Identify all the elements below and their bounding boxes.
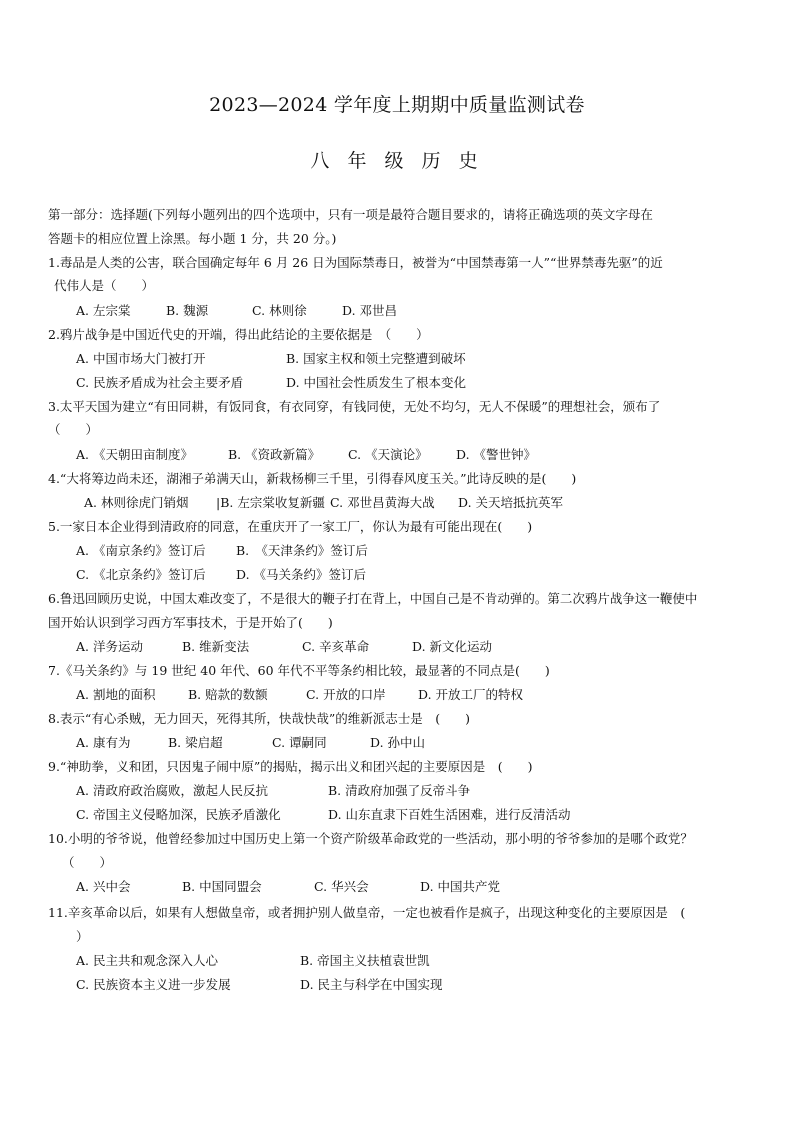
section-instructions-line-1: 第一部分：选择题(下列每小题列出的四个选项中，只有一项是最符合题目要求的，请将正确选项的英文字母在 [48, 207, 653, 222]
question-6-option-c: C. 辛亥革命 [302, 639, 370, 654]
question-3-option-d: D. 《警世钟》 [456, 447, 537, 462]
question-7-option-a: A. 割地的面积 [76, 687, 156, 702]
question-5-option-c: C. 《北京条约》签订后 [76, 567, 206, 582]
question-6-option-a: A. 洋务运动 [76, 639, 143, 654]
question-1-option-d: D. 邓世昌 [342, 303, 398, 318]
question-2-option-c: C. 民族矛盾成为社会主要矛盾 [76, 375, 244, 390]
question-9-option-b: B. 清政府加强了反帝斗争 [328, 783, 471, 798]
question-11-option-d: D. 民主与科学在中国实现 [300, 977, 443, 992]
question-5-option-a: A. 《南京条约》签订后 [76, 543, 206, 558]
question-4-option-a: A. 林则徐虎门销烟 [84, 495, 189, 510]
question-8-stem: 8.表示“有心杀贼，无力回天，死得其所，快哉快哉”的维新派志士是 ( ) [48, 711, 470, 726]
question-10-option-c: C. 华兴会 [314, 879, 369, 894]
question-10-stem-line-1: 10.小明的爷爷说，他曾经参加过中国历史上第一个资产阶级革命政党的一些活动，那小明的爷爷参加的是哪个政党？ [48, 831, 693, 846]
question-10-stem-line-2: （ ） [62, 855, 113, 870]
question-1-stem-line-2: 代伟人是（ ） [54, 278, 155, 293]
question-2-option-d: D. 中国社会性质发生了根本变化 [286, 375, 467, 390]
question-1-option-b: B. 魏源 [166, 303, 209, 318]
question-9-option-a: A. 清政府政治腐败，激起人民反抗 [76, 783, 268, 798]
question-8-option-b: B. 梁启超 [168, 735, 223, 750]
question-10-option-a: A. 兴中会 [76, 879, 131, 894]
question-8-option-c: C. 谭嗣同 [272, 735, 327, 750]
question-3-stem-line-2: （ ） [48, 422, 99, 437]
question-11-stem-line-2: ） [76, 929, 89, 944]
question-11-option-b: B. 帝国主义扶植袁世凯 [300, 953, 430, 968]
question-4-stem: 4.“大将筹边尚未还，湖湘子弟满天山，新栽杨柳三千里，引得春风度玉关。”此诗反映的是( ) [48, 471, 577, 486]
question-4-option-d: D. 关天培抵抗英军 [458, 495, 564, 510]
exam-title: 2023—2024 学年度上期期中质量监测试卷 [209, 94, 585, 116]
question-1-option-c: C. 林则徐 [252, 303, 307, 318]
question-6-stem-line-1: 6.鲁迅回顾历史说，中国太难改变了，不是很大的鞭子打在背上，中国自己是不肯动弹的。第二次鸦片战争这一鞭使中 [48, 591, 698, 606]
exam-subject: 八 年 级 历 史 [310, 150, 484, 172]
question-2-option-a: A. 中国市场大门被打开 [76, 351, 206, 366]
question-3-option-b: B. 《资政新篇》 [228, 447, 321, 462]
question-7-option-b: B. 赔款的数额 [188, 687, 268, 702]
question-3-stem-line-1: 3.太平天国为建立“有田同耕，有饭同食，有衣同穿，有钱同使，无处不均匀，无人不保暖”的理想社会，颁布了 [48, 399, 661, 414]
question-2-stem: 2.鸦片战争是中国近代史的开端，得出此结论的主要依据是 （ ） [48, 327, 429, 342]
question-9-option-c: C. 帝国主义侵略加深，民族矛盾激化 [76, 807, 281, 822]
question-6-option-d: D. 新文化运动 [412, 639, 493, 654]
question-8-option-a: A. 康有为 [76, 735, 131, 750]
question-7-option-c: C. 开放的口岸 [306, 687, 386, 702]
question-1-stem-line-1: 1.毒品是人类的公害，联合国确定每年 6 月 26 日为国际禁毒日，被誉为“中国禁毒第一人”“世界禁毒先驱”的近 [48, 255, 663, 270]
question-4-option-c: C. 邓世昌黄海大战 [330, 495, 435, 510]
question-5-option-b: B. 《天津条约》签订后 [236, 543, 368, 558]
question-10-option-d: D. 中国共产党 [420, 879, 501, 894]
question-9-option-d: D. 山东直隶下百姓生活困难，进行反清活动 [328, 807, 571, 822]
question-9-stem: 9.“神助拳，义和团，只因鬼子闹中原”的揭贴，揭示出义和团兴起的主要原因是 ( ) [48, 759, 533, 774]
question-11-stem-line-1: 11.辛亥革命以后，如果有人想做皇帝，或者拥护别人做皇帝，一定也被看作是疯子，出现这种变化的主要原因是 ( [48, 905, 686, 920]
question-3-option-a: A. 《天朝田亩制度》 [76, 447, 193, 462]
question-7-stem: 7.《马关条约》与 19 世纪 40 年代、60 年代不平等条约相比较，最显著的不同点是( ) [48, 663, 550, 678]
question-5-option-d: D. 《马关条约》签订后 [236, 567, 367, 582]
question-6-stem-line-2: 国开始认识到学习西方军事技术，于是开始了( ) [48, 615, 333, 630]
question-11-option-c: C. 民族资本主义进一步发展 [76, 977, 231, 992]
question-1-option-a: A. 左宗棠 [76, 303, 131, 318]
question-3-option-c: C. 《天演论》 [348, 447, 428, 462]
question-2-option-b: B. 国家主权和领土完整遭到破坏 [286, 351, 466, 366]
question-10-option-b: B. 中国同盟会 [182, 879, 262, 894]
question-4-option-b: |B. 左宗棠收复新疆 [216, 495, 325, 510]
question-6-option-b: B. 维新变法 [182, 639, 250, 654]
question-7-option-d: D. 开放工厂的特权 [418, 687, 524, 702]
question-8-option-d: D. 孙中山 [370, 735, 426, 750]
question-5-stem: 5.一家日本企业得到清政府的同意，在重庆开了一家工厂，你认为最有可能出现在( ) [48, 519, 533, 534]
question-11-option-a: A. 民主共和观念深入人心 [76, 953, 218, 968]
section-instructions-line-2: 答题卡的相应位置上涂黑。每小题 1 分，共 20 分。) [48, 231, 337, 246]
